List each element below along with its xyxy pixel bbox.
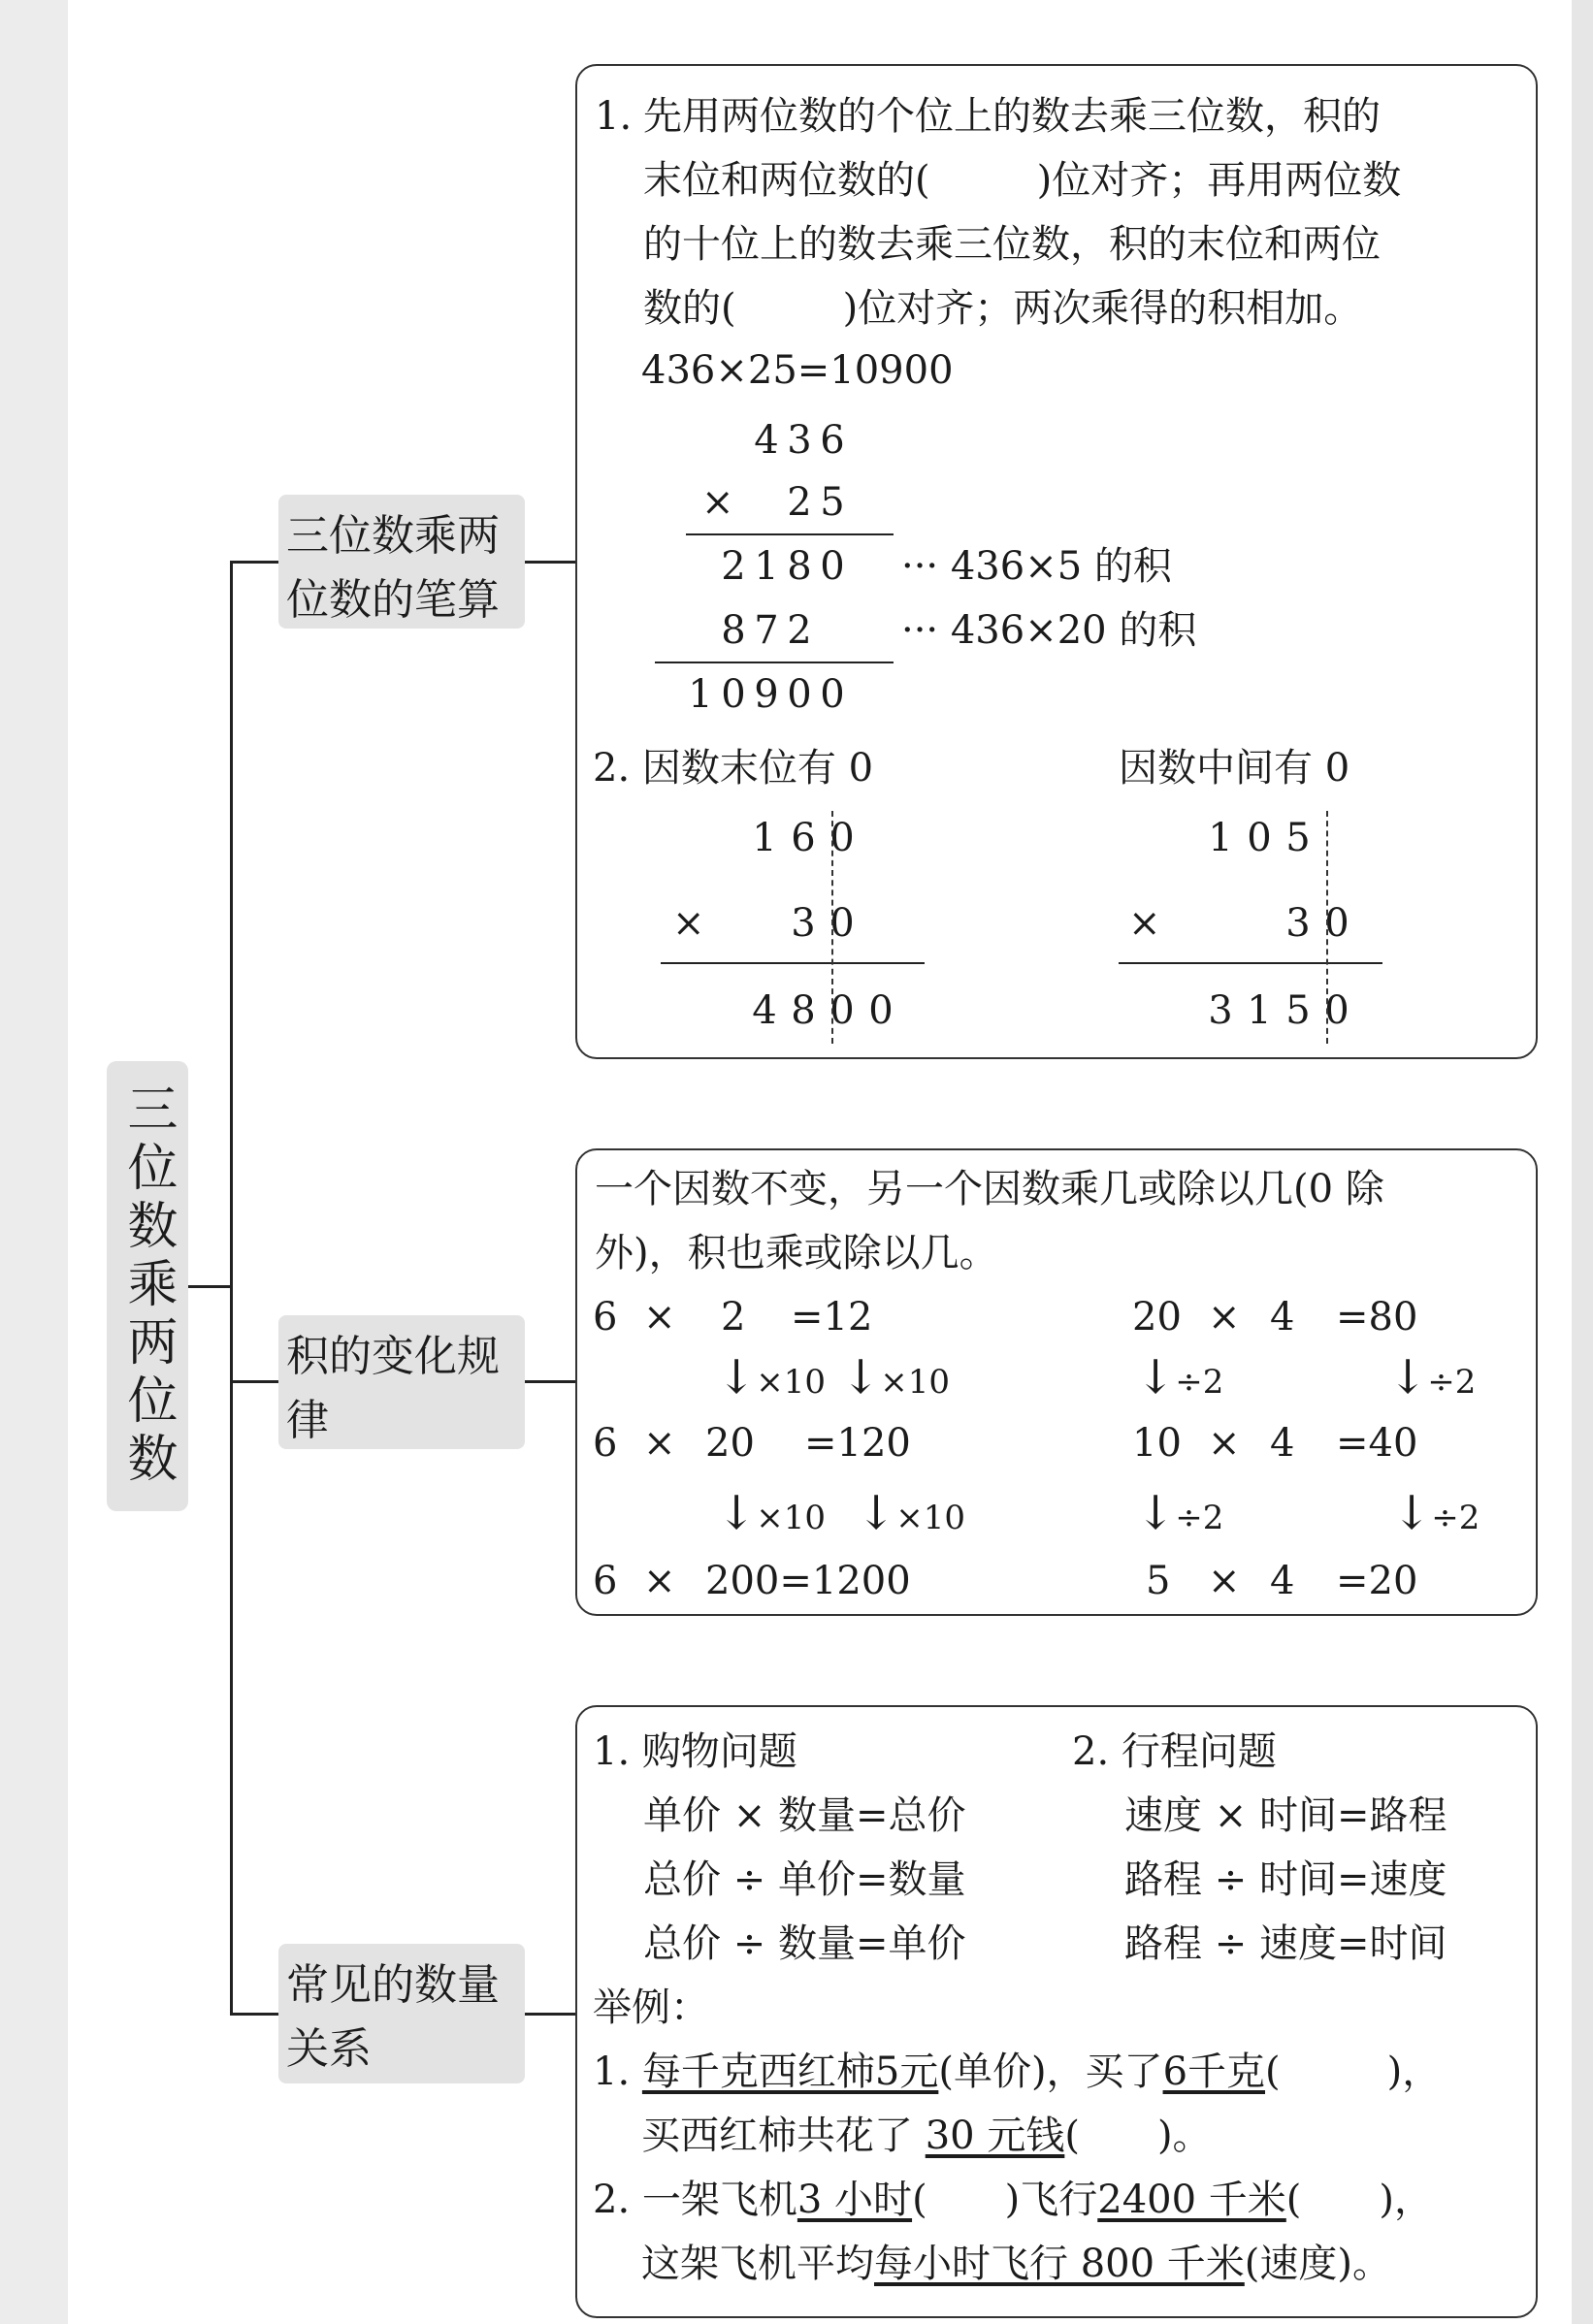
travel-title: 2. 行程问题 — [1072, 1729, 1277, 1774]
ze-digit: 0 — [868, 988, 894, 1033]
vm-digit: 1 — [754, 544, 779, 589]
tree-trunk — [230, 561, 233, 2016]
vm-digit: 3 — [787, 418, 812, 463]
right-r3-a: 5 — [1146, 1559, 1171, 1603]
right-r1-eq: =80 — [1336, 1295, 1418, 1340]
box-written-multiplication — [575, 64, 1538, 1059]
vm-note-1: ··· 436×5 的积 — [901, 544, 1172, 589]
ze-digit: 4 — [752, 988, 777, 1033]
left-r2-op: × — [643, 1421, 676, 1466]
right-r1-b: 4 — [1270, 1295, 1295, 1340]
vm-digit: 0 — [820, 672, 845, 717]
vm-digit: 2 — [787, 608, 812, 653]
ze-digit: 0 — [829, 901, 855, 946]
right-r2-eq: =40 — [1336, 1421, 1418, 1466]
arrow-down-icon: ↓ — [1136, 1486, 1176, 1540]
vm-digit: 9 — [754, 672, 779, 717]
vm-digit: 0 — [787, 672, 812, 717]
ze-digit: 0 — [829, 816, 855, 860]
left-r1-eq: =12 — [791, 1295, 873, 1340]
page-margin-left — [0, 0, 68, 2324]
example-1-line-2: 买西红柿共花了 30 元钱( )。 — [641, 2114, 1212, 2158]
right-arrow-2b: ↓÷2 — [1392, 1486, 1480, 1540]
left-arrow-2a: ↓×10 — [717, 1486, 826, 1540]
arrow-down-icon: ↓ — [1392, 1486, 1432, 1540]
vm-digit: 0 — [820, 544, 845, 589]
right-r3-b: 4 — [1270, 1559, 1295, 1603]
arrow-down-icon: ↓ — [1388, 1350, 1428, 1404]
vm-digit: 5 — [820, 480, 845, 525]
left-arrow-1b: ↓×10 — [841, 1350, 950, 1404]
branch2-connector — [230, 1380, 278, 1383]
zm-digit: 3 — [1285, 901, 1311, 946]
zm-digit: 5 — [1285, 988, 1311, 1033]
branch3-to-box — [525, 2013, 575, 2016]
example-label: 举例： — [593, 1985, 709, 2030]
branch-product-change-rule — [278, 1315, 525, 1449]
right-r3-op: × — [1208, 1559, 1241, 1603]
zm-digit: 5 — [1285, 816, 1311, 860]
rule-line-3: 的十位上的数去乘三位数，积的末位和两位 — [643, 222, 1381, 267]
arrow-down-icon: ↓ — [1136, 1350, 1176, 1404]
zm-digit: 1 — [1208, 816, 1233, 860]
left-r2-a: 6 — [593, 1421, 618, 1466]
zero-end-title: 2. 因数末位有 0 — [593, 746, 874, 791]
vm-digit: 2 — [787, 480, 812, 525]
rule2-line-1: 一个因数不变，另一个因数乘几或除以几(0 除 — [595, 1167, 1384, 1211]
example-2-line-1: 2. 一架飞机3 小时( )飞行2400 千米( )， — [593, 2178, 1434, 2222]
example-2-line-2: 这架飞机平均每小时飞行 800 千米(速度)。 — [641, 2242, 1391, 2286]
arrow-down-icon: ↓ — [857, 1486, 896, 1540]
rule-line-4: 数的( )位对齐；两次乘得的积相加。 — [643, 286, 1363, 331]
left-r1-a: 6 — [593, 1295, 618, 1340]
vm-rule-2 — [655, 662, 894, 663]
rule-line-2: 末位和两位数的( )位对齐；再用两位数 — [643, 158, 1402, 203]
root-node — [107, 1061, 188, 1511]
ze-times: × — [672, 901, 705, 946]
rule2-line-2: 外)，积也乘或除以几。 — [595, 1231, 998, 1275]
zm-digit: 0 — [1324, 988, 1349, 1033]
branch1-connector — [230, 561, 278, 564]
vm-times: × — [701, 480, 734, 525]
vm-digit: 7 — [754, 608, 779, 653]
right-r1-a: 20 — [1132, 1295, 1182, 1340]
zm-rule — [1119, 962, 1382, 964]
left-r1-b: 2 — [721, 1295, 746, 1340]
example-equation: 436×25=10900 — [641, 348, 954, 393]
shop-title: 1. 购物问题 — [593, 1729, 797, 1774]
branch2-to-box — [525, 1380, 575, 1383]
ze-digit: 1 — [752, 816, 777, 860]
root-title: 三位数乘两位数 — [118, 1082, 177, 1490]
ze-dashed-separator — [831, 811, 833, 1044]
arrow-down-icon: ↓ — [841, 1350, 881, 1404]
zero-mid-title: 因数中间有 0 — [1119, 746, 1350, 791]
shop-formula: 总价 ÷ 单价=数量 — [643, 1857, 966, 1902]
left-arrow-2b: ↓×10 — [857, 1486, 965, 1540]
vm-digit: 8 — [721, 608, 746, 653]
page-margin-right — [1572, 0, 1593, 2324]
zm-digit: 1 — [1247, 988, 1272, 1033]
right-arrow-1b: ↓÷2 — [1388, 1350, 1477, 1404]
right-r3-eq: =20 — [1336, 1559, 1418, 1603]
example-1-line-1: 1. 每千克西红柿5元(单价)，买了6千克( )， — [593, 2050, 1442, 2094]
vm-note-2: ··· 436×20 的积 — [901, 608, 1197, 653]
zm-digit: 3 — [1208, 988, 1233, 1033]
root-connector — [188, 1285, 232, 1288]
travel-formula: 速度 × 时间=路程 — [1124, 1793, 1447, 1838]
vm-digit: 6 — [820, 418, 845, 463]
right-r1-op: × — [1208, 1295, 1241, 1340]
left-r3-a: 6 — [593, 1559, 618, 1603]
shop-formula: 单价 × 数量=总价 — [643, 1793, 966, 1838]
ze-rule — [661, 962, 925, 964]
branch3-connector — [230, 2013, 278, 2016]
vm-digit: 0 — [721, 672, 746, 717]
ze-digit: 0 — [829, 988, 855, 1033]
right-r2-op: × — [1208, 1421, 1241, 1466]
left-r1-op: × — [643, 1295, 676, 1340]
branch-quantity-relations — [278, 1944, 525, 2083]
vm-rule-1 — [686, 533, 894, 535]
travel-formula: 路程 ÷ 时间=速度 — [1124, 1857, 1447, 1902]
left-r3-op: × — [643, 1559, 676, 1603]
box-quantity-relations — [575, 1705, 1538, 2318]
arrow-down-icon: ↓ — [717, 1486, 757, 1540]
right-r2-a: 10 — [1132, 1421, 1182, 1466]
ze-digit: 3 — [791, 901, 816, 946]
left-r3-b: 200=1200 — [705, 1559, 911, 1603]
branch-written-multiplication — [278, 495, 525, 629]
left-r2-eq: =120 — [804, 1421, 911, 1466]
vm-digit: 2 — [721, 544, 746, 589]
right-arrow-2a: ↓÷2 — [1136, 1486, 1224, 1540]
branch-label: 积的变化规律 — [286, 1332, 500, 1445]
vm-digit: 8 — [787, 544, 812, 589]
ze-digit: 8 — [791, 988, 816, 1033]
branch-label: 常见的数量关系 — [286, 1960, 500, 2074]
right-arrow-1a: ↓÷2 — [1136, 1350, 1224, 1404]
ze-digit: 6 — [791, 816, 816, 860]
arrow-down-icon: ↓ — [717, 1350, 757, 1404]
vm-digit: 4 — [754, 418, 779, 463]
rule-number: 1. — [595, 94, 633, 139]
travel-formula: 路程 ÷ 速度=时间 — [1124, 1921, 1447, 1966]
rule-line-1: 先用两位数的个位上的数去乘三位数，积的 — [643, 94, 1381, 139]
branch-label: 三位数乘两位数的笔算 — [286, 511, 500, 625]
zm-digit: 0 — [1247, 816, 1272, 860]
vm-digit: 1 — [688, 672, 713, 717]
zm-dashed-separator — [1326, 811, 1328, 1044]
left-arrow-1a: ↓×10 — [717, 1350, 826, 1404]
shop-formula: 总价 ÷ 数量=单价 — [643, 1921, 966, 1966]
box-product-change-rule — [575, 1148, 1538, 1616]
right-r2-b: 4 — [1270, 1421, 1295, 1466]
left-r2-b: 20 — [705, 1421, 755, 1466]
branch1-to-box — [525, 561, 575, 564]
zm-times: × — [1128, 901, 1161, 946]
zm-digit: 0 — [1324, 901, 1349, 946]
